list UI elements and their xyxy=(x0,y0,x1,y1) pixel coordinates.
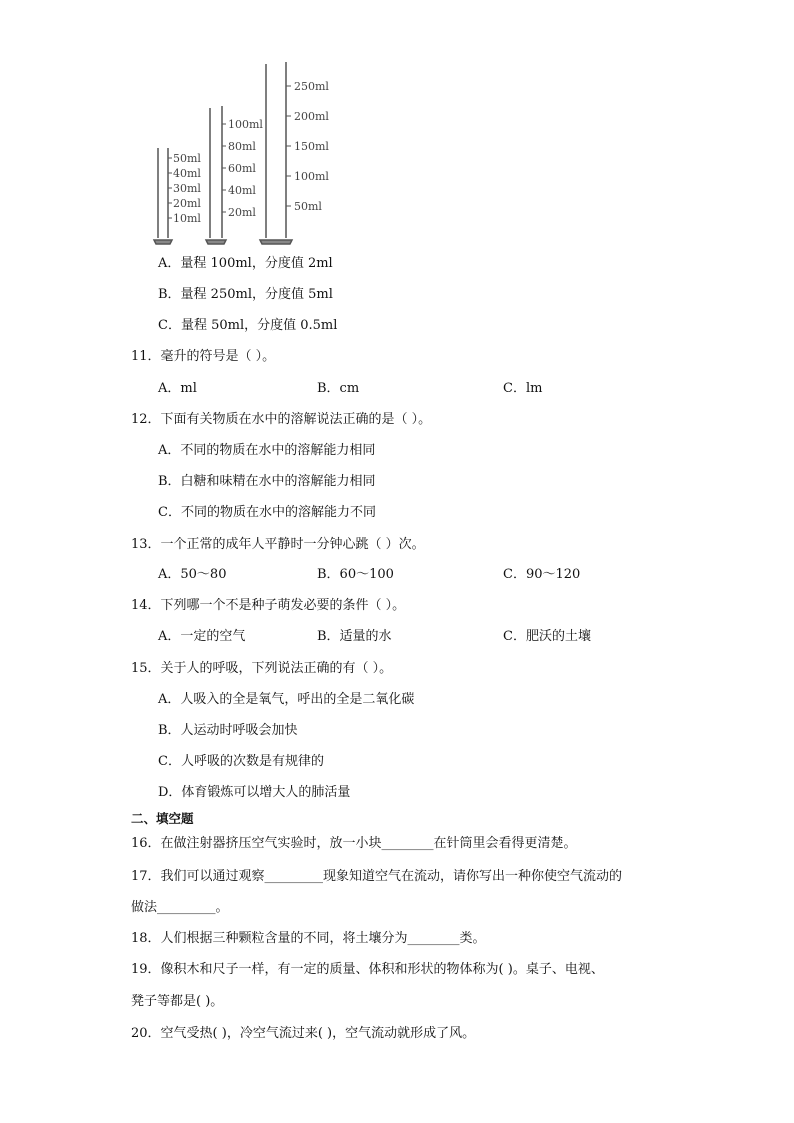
q10-option-b: B．量程 250ml，分度值 5ml xyxy=(158,287,333,302)
q10-option-a: A．量程 100ml，分度值 2ml xyxy=(158,256,333,271)
q12-option-c: C．不同的物质在水中的溶解能力不同 xyxy=(158,505,376,520)
q12-stem: 12．下面有关物质在水中的溶解说法正确的是（ ）。 xyxy=(131,412,432,427)
q13-option-b: B．60～100 xyxy=(317,567,394,582)
section-heading-fill-blank: 二、填空题 xyxy=(131,811,194,826)
medium-cyl-tick: 80ml xyxy=(228,140,256,153)
q14-option-b: B．适量的水 xyxy=(317,629,392,644)
small-cyl-tick: 40ml xyxy=(173,167,201,180)
large-cyl-tick: 150ml xyxy=(294,140,329,153)
large-cyl-tick: 50ml xyxy=(294,200,322,213)
medium-cyl-tick: 60ml xyxy=(228,162,256,175)
q17-stem-line2: 做法_________。 xyxy=(131,900,229,915)
q20-stem: 20．空气受热( )，冷空气流过来( )，空气流动就形成了风。 xyxy=(131,1026,476,1041)
q13-option-c: C．90～120 xyxy=(503,567,581,582)
small-cyl-tick: 50ml xyxy=(173,152,201,165)
graduated-cylinders-figure xyxy=(148,58,338,246)
q11-option-a: A．ml xyxy=(158,381,197,396)
q14-stem: 14．下列哪一个不是种子萌发必要的条件（ ）。 xyxy=(131,598,406,613)
q11-stem: 11．毫升的符号是（ ）。 xyxy=(131,349,276,364)
q11-option-b: B．cm xyxy=(317,381,360,396)
large-cyl-tick: 250ml xyxy=(294,80,329,93)
q13-option-a: A．50～80 xyxy=(158,567,227,582)
q19-stem-line1: 19．像积木和尺子一样，有一定的质量、体积和形状的物体称为( )。桌子、电视、 xyxy=(131,962,604,977)
q10-option-c: C．量程 50ml，分度值 0.5ml xyxy=(158,318,338,333)
q18-stem: 18．人们根据三种颗粒含量的不同，将土壤分为________类。 xyxy=(131,931,486,946)
q14-option-a: A．一定的空气 xyxy=(158,629,246,644)
small-cyl-tick: 20ml xyxy=(173,197,201,210)
q15-option-d: D．体育锻炼可以增大人的肺活量 xyxy=(158,785,351,800)
small-cyl-tick: 10ml xyxy=(173,212,201,225)
small-cylinder xyxy=(154,148,172,244)
q12-option-b: B．白糖和味精在水中的溶解能力相同 xyxy=(158,474,376,489)
q16-stem: 16．在做注射器挤压空气实验时，放一小块________在针筒里会看得更清楚。 xyxy=(131,836,577,851)
q15-option-c: C．人呼吸的次数是有规律的 xyxy=(158,754,324,769)
small-cyl-tick: 30ml xyxy=(173,182,201,195)
q19-stem-line2: 凳子等都是( )。 xyxy=(131,994,224,1009)
large-cyl-tick: 100ml xyxy=(294,170,329,183)
medium-cyl-tick: 20ml xyxy=(228,206,256,219)
q14-option-c: C．肥沃的土壤 xyxy=(503,629,591,644)
medium-cyl-tick: 40ml xyxy=(228,184,256,197)
medium-cyl-tick: 100ml xyxy=(228,118,263,131)
q12-option-a: A．不同的物质在水中的溶解能力相同 xyxy=(158,443,376,458)
q15-option-b: B．人运动时呼吸会加快 xyxy=(158,723,298,738)
medium-cylinder xyxy=(206,106,226,244)
large-cylinder xyxy=(260,62,292,244)
q17-stem-line1: 17．我们可以通过观察_________现象知道空气在流动，请你写出一种你使空气流动的 xyxy=(131,869,623,884)
q15-stem: 15．关于人的呼吸，下列说法正确的有（ ）。 xyxy=(131,661,393,676)
q15-option-a: A．人吸入的全是氧气，呼出的全是二氧化碳 xyxy=(158,692,415,707)
q11-option-c: C．lm xyxy=(503,381,543,396)
q13-stem: 13．一个正常的成年人平静时一分钟心跳（ ）次。 xyxy=(131,537,425,552)
large-cyl-tick: 200ml xyxy=(294,110,329,123)
